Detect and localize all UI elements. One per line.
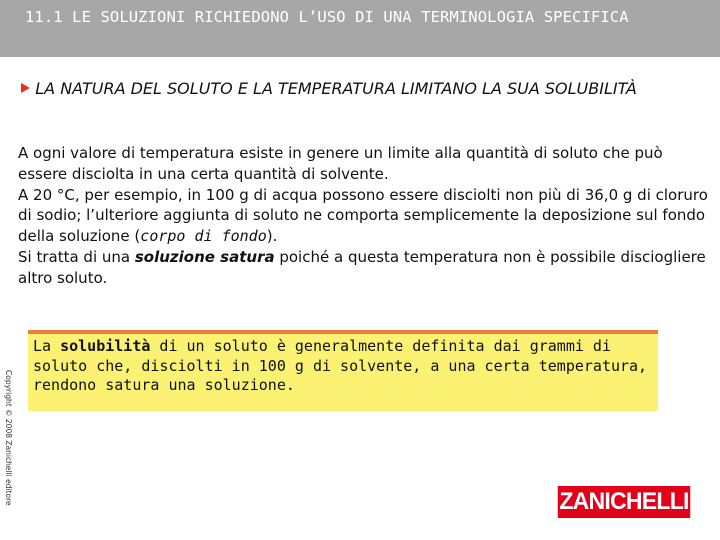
copyright-notice	[2, 370, 14, 530]
solubilita-term: solubilità	[60, 337, 151, 355]
paragraph-3-end: poiché a questa temperatura non è possibile disciogliere altro soluto.	[18, 247, 706, 287]
soluzione-satura-term: soluzione satura	[134, 247, 275, 266]
slide-title: 11.1 LE SOLUZIONI RICHIEDONO L’USO DI UNA TERMINOLOGIA SPECIFICA	[25, 8, 629, 26]
definition-rest: di un soluto è generalmente definita dai grammi di soluto che, disciolti in 100 g di solvente, a una certa temperatura, rendono satura una soluzione.	[33, 337, 648, 394]
paragraph-2-text: A 20 °C, per esempio, in 100 g di acqua possono essere disciolti non più di 36,0 g di cloruro di sodio; l’ulteriore aggiunta di soluto ne comporta semplicemente la deposizione sul fondo della soluzione (	[18, 185, 708, 246]
zanichelli-logo: ZANICHELLI	[558, 486, 690, 518]
paragraph-2-end: ).	[266, 227, 278, 246]
copyright-text: Copyright © 2008 Zanichelli editore	[4, 370, 13, 506]
paragraph-2	[18, 185, 708, 247]
definition-start: La	[33, 337, 61, 355]
section-subtitle	[20, 78, 710, 99]
corpo-di-fondo-term: corpo di fondo	[140, 227, 267, 246]
paragraph-3	[18, 247, 708, 289]
definition-text	[33, 337, 653, 396]
paragraph-3-text: Si tratta di una	[18, 247, 135, 266]
body-text	[18, 143, 708, 289]
title-bar	[0, 0, 720, 57]
paragraph-1: A ogni valore di temperatura esiste in genere un limite alla quantità di soluto che può essere disciolta in una certa quantità di solvente.	[18, 144, 663, 183]
subtitle-text: LA NATURA DEL SOLUTO E LA TEMPERATURA LIMITANO LA SUA SOLUBILITÀ	[35, 79, 637, 98]
